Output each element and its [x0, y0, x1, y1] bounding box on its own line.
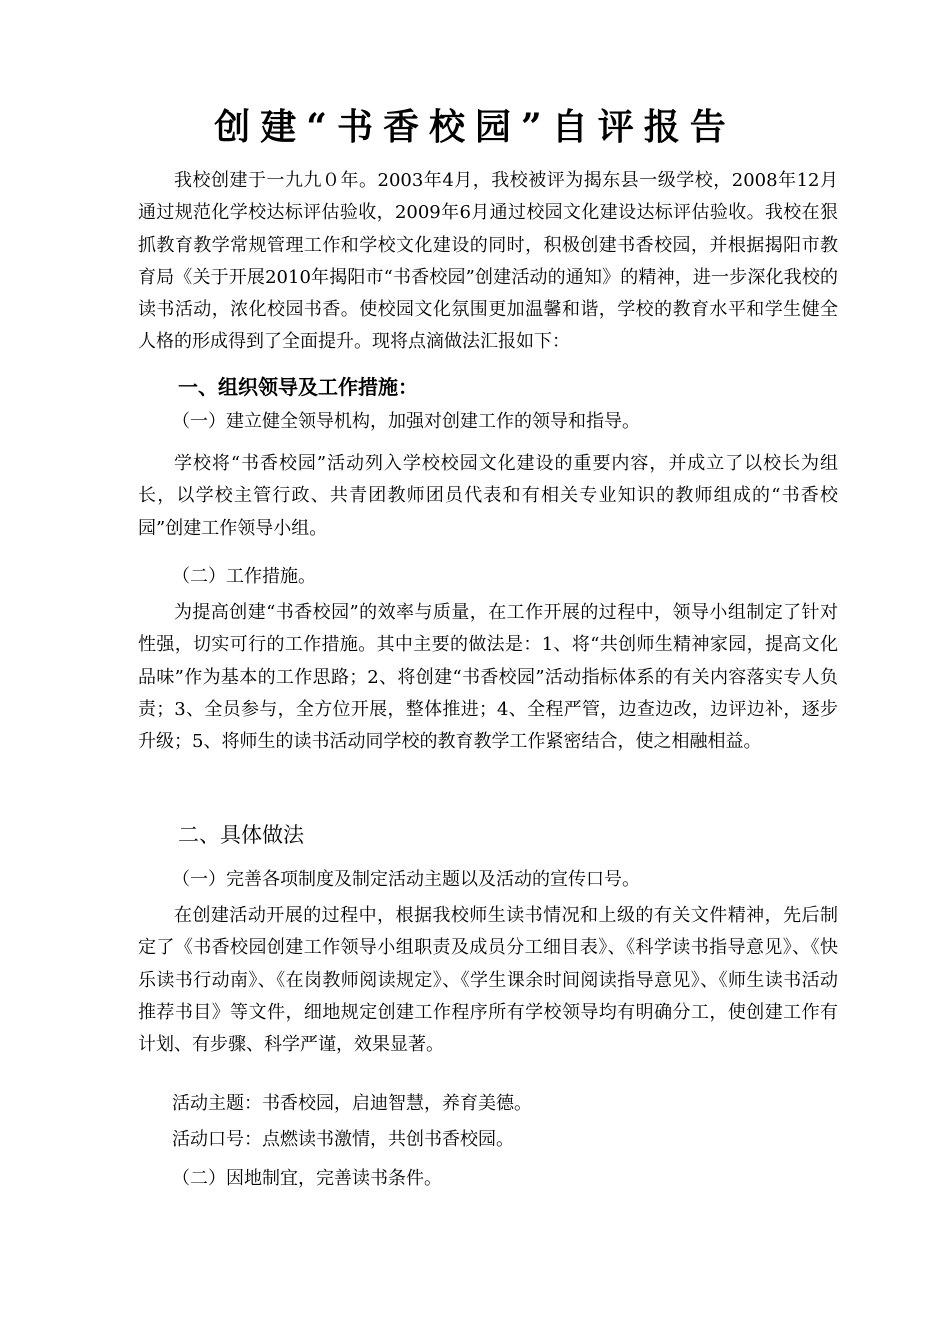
section2-heading: 二、具体做法	[178, 823, 304, 847]
intro-paragraph: 我校创建于一九九０年。2003年4月，我校被评为揭东县一级学校，2008年12月通过规范化学校达标评估验收，2009年6月通过校园文化建设达标评估验收。我校在狠抓教育教学常规管理工作和学校文化建设的同时，积极创建书香校园，并根据揭阳市教育局《关于开展2010年揭阳市“书香校园”创建活动的通知》的精神，进一步深化我校的读书活动，浓化校园书香。使校园文化氛围更加温馨和谐，学校的教育水平和学生健全人格的形成得到了全面提升。现将点滴做法汇报如下：	[138, 170, 838, 353]
section2-sub1: （一）完善各项制度及制定活动主题以及活动的宣传口号。	[172, 869, 640, 890]
activity-slogan: 活动口号：点燃读书激情，共创书香校园。	[172, 1129, 514, 1150]
document-title: 创建“书香校园”自评报告	[214, 106, 736, 148]
section1-heading: 一、组织领导及工作措施：	[178, 375, 418, 399]
section1-para2: 为提高创建“书香校园”的效率与质量，在工作开展的过程中，领导小组制定了针对性强，切实可行的工作措施。其中主要的做法是：1、将“共创师生精神家园，提高文化品味”作为基本的工作思路；2、将创建“书香校园”活动指标体系的有关内容落实专人负责；3、全员参与，全方位开展，整体推进；4、全程严管，边查边改，边评边补，逐步升级；5、将师生的读书活动同学校的教育教学工作紧密结合，使之相融相益。	[138, 602, 838, 753]
section1-para1: 学校将“书香校园”活动列入学校校园文化建设的重要内容，并成立了以校长为组长，以学校主管行政、共青团教师团员代表和有相关专业知识的教师组成的“书香校园”创建工作领导小组。	[138, 453, 838, 539]
section2-para1: 在创建活动开展的过程中，根据我校师生读书情况和上级的有关文件精神，先后制定了《书香校园创建工作领导小组职责及成员分工细目表》、《科学读书指导意见》、《快乐读书行动南》、《在岗教师阅读规定》、《学生课余时间阅读指导意见》、《师生读书活动推荐书目》等文件，细地规定创建工作程序所有学校领导均有明确分工，使创建工作有计划、有步骤、科学严谨，效果显著。	[138, 905, 838, 1056]
section2-sub2: （二）因地制宜，完善读书条件。	[172, 1168, 442, 1189]
activity-theme: 活动主题：书香校园，启迪智慧，养育美德。	[172, 1093, 532, 1114]
section1-sub2: （二）工作措施。	[172, 566, 316, 587]
section1-sub1: （一）建立健全领导机构，加强对创建工作的领导和指导。	[172, 411, 640, 432]
